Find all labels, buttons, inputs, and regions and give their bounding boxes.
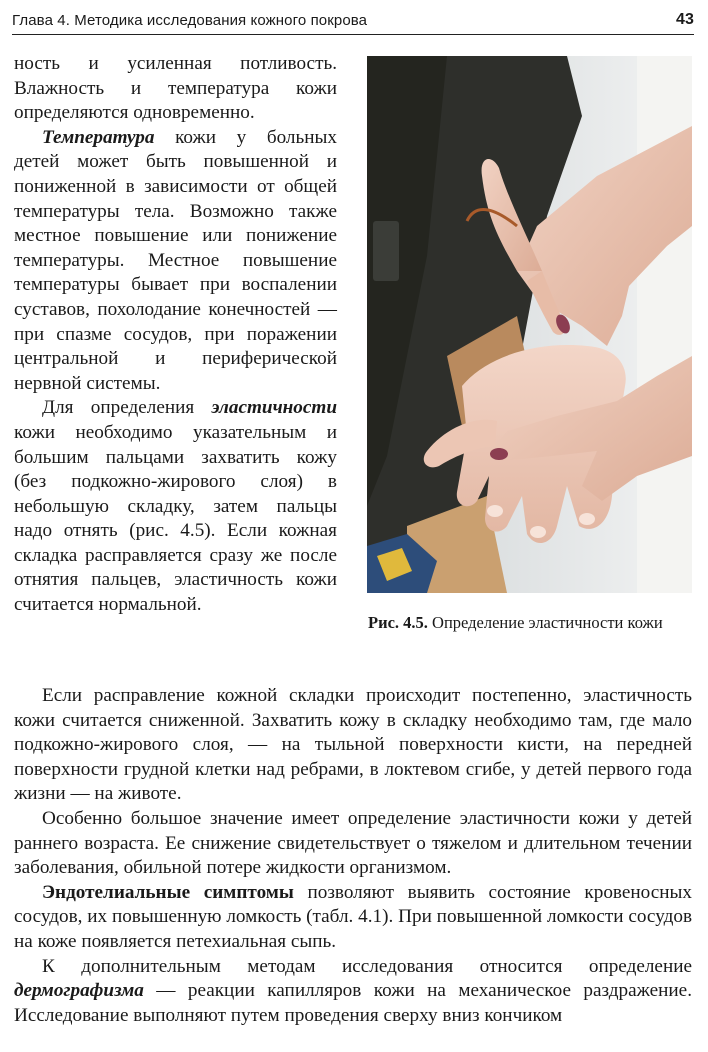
term-temperature: Температура — [42, 126, 155, 148]
paragraph-reduced-elasticity: Если расправление кожной складки происходит постепенно, эластичность кожи считается сниженной. Захватить кожу в складку необходимо там, где мало подкожно-жирового слоя, — на тыльной поверхности кисти, на передней поверхности грудной клетки над ребрами, в локтевом сгибе, у детей первого года жизни — на животе. — [14, 685, 692, 805]
paragraph-endothelial — [14, 881, 692, 955]
figure-label: Рис. 4.5. — [368, 613, 428, 632]
term-dermographism: дермографизма — [14, 980, 144, 1002]
paragraph-continuation: ность и усиленная потливость. Влажность и температура кожи определяются одновременно. — [14, 53, 337, 124]
paragraph-dermographism — [14, 955, 692, 1029]
paragraph-elasticity-lead: Для определения — [42, 397, 212, 419]
figure-caption — [368, 612, 692, 633]
paragraph-elasticity — [14, 396, 337, 617]
figure-caption-text: Определение эластичности кожи — [432, 613, 663, 632]
term-elasticity: эластичности — [211, 397, 337, 419]
running-header — [12, 6, 694, 35]
term-endothelial-symptoms: Эндотелиальные симптомы — [42, 881, 294, 903]
text-column — [14, 52, 337, 618]
paragraph-temperature — [14, 126, 337, 397]
paragraph-dermographism-lead: К дополнительным методам исследования относится определение — [42, 955, 692, 977]
paragraph-endothelial-text: позволяют выявить состояние кровеносных сосудов, их повышенную ломкость (табл. 4.1). При повышенной ломкости сосудов на коже появляется петехиальная сыпь. — [14, 881, 692, 952]
paragraph-elasticity-text: кожи необходимо указательным и большим пальцами захватить кожу (без подкожно-жирового слоя) в небольшую складку, затем пальцы надо отнять (рис. 4.5). Если кожная складка расправляется сразу же после отнятия пальцев, эластичность кожи считается нормальной. — [14, 421, 337, 616]
skin-elasticity-photo — [367, 56, 692, 593]
paragraph-temperature-text: кожи у больных детей может быть повышенной и пониженной в зависимости от общей температуры тела. Возможно также местное повышение или понижение температуры. Местное повышение температуры бывает при воспалении суставов, похолодание конечностей — при спазме сосудов, при поражении центральной и периферической нервной системы. — [14, 126, 337, 394]
figure-photo — [367, 56, 692, 593]
full-width-text — [14, 684, 692, 1028]
paragraph-early-age: Особенно большое значение имеет определение эластичности кожи у детей раннего возраста. Ее снижение свидетельствует о тяжелом и длительном течении заболевания, обильной потере жидкости организмом. — [14, 807, 692, 879]
page-number: 43 — [676, 11, 694, 28]
chapter-title: Глава 4. Методика исследования кожного покрова — [12, 11, 368, 29]
paragraph-dermographism-text: — реакции капилляров кожи на механическое раздражение. Исследование выполняют путем проведения сверху вниз кончиком — [14, 980, 692, 1026]
